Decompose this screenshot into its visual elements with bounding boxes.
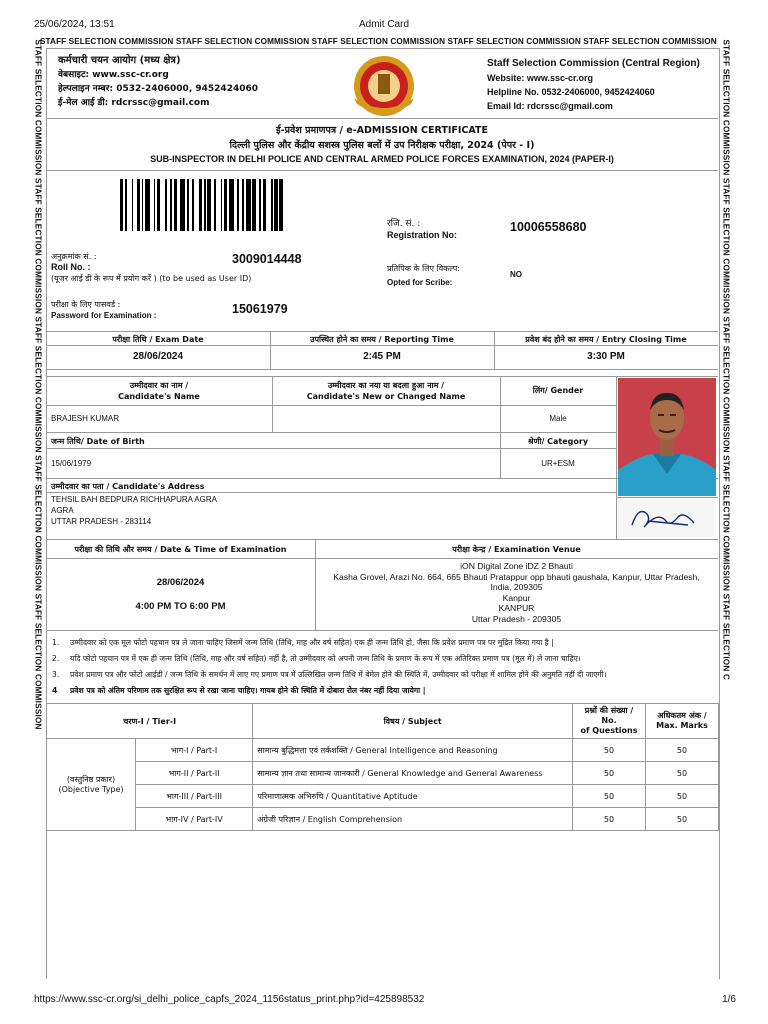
objective-type [47, 739, 136, 831]
exam-venue-header: परीक्षा केन्द्र / Examination Venue [452, 545, 581, 554]
exam-date-value: 28/06/2024 [132, 351, 184, 362]
part-label: भाग-II / Part-II [136, 762, 253, 785]
table-row [47, 762, 719, 785]
title-line-2: दिल्ली पुलिस और केंद्रीय सशस्त्र पुलिस बलों में उप निरीक्षक परीक्षा, 2024 (पेपर - I) [229, 140, 535, 151]
instruction-number: 4 [52, 686, 58, 695]
org-name-hindi: कर्मचारी चयन आयोग (मध्य क्षेत्र) [58, 55, 181, 66]
print-page-number: 1/6 [722, 994, 736, 1005]
venue-line-2: Kasha Grovel, Arazi No. 664, 665 Bhauti Pratappur opp bhauti gaushala, Kanpur, Uttar Pradesh, [333, 571, 700, 582]
instruction-text: उम्मीदवार को एक मूल फोटो पहचान पत्र ले जाना चाहिए जिसमें जन्म तिथि (तिथि, माह और वर्ष सहित) एक ही जन्म तिथि हो, जैसा कि प्रवेश प्रमाण पत्र पर मुद्रित किया गया है | [70, 638, 554, 647]
roll-label-hindi: अनुक्रमांक सं. : [51, 252, 97, 261]
new-name-header-english: Candidate's New or Changed Name [306, 392, 466, 401]
part-label: भाग-III / Part-III [136, 785, 253, 808]
subject-header: विषय / Subject [253, 704, 573, 739]
subject-name: परिमाणात्मक अभिरुचि / Quantitative Aptitude [253, 785, 573, 808]
instruction-number: 1. [52, 638, 60, 647]
entry-closing-header: प्रवेश बंद होने का समय / Entry Closing Time [525, 335, 687, 344]
title-line-3: SUB-INSPECTOR IN DELHI POLICE AND CENTRAL ARMED POLICE FORCES EXAMINATION, 2024 (PAPER-I) [150, 154, 614, 164]
instructions-list [52, 635, 712, 699]
instruction-text: यदि फोटो पहचान पत्र में एक ही जन्म तिथि (तिथि, माह और वर्ष सहित) नहीं है, तो उम्मीदवार को अपनी जन्म तिथि के प्रमाण के रूप में एक अतिरिक्त प्रमाण पत्र (मूल में) ले जाना चाहिए। [70, 654, 581, 663]
reporting-time-value: 2:45 PM [363, 351, 401, 362]
subject-name: सामान्य बुद्धिमत्ता एवं तर्कशक्ति / General Intelligence and Reasoning [253, 739, 573, 762]
name-header [46, 380, 272, 402]
new-name-header-hindi: उम्मीदवार का नया या बदला हुआ नाम / [327, 381, 445, 390]
objective-type-hindi: (वस्तुनिष्ठ प्रकार) [66, 774, 116, 784]
venue-line-6: Uttar Pradesh - 209305 [471, 613, 562, 624]
dob-header: जन्म तिथि/ Date of Birth [51, 437, 145, 446]
instruction-text: प्रवेश प्रमाण पत्र और फोटो आईडी / जन्म तिथि के समर्थन में लाए गए प्रमाण पत्र में उल्लिखित जन्म तिथि में बेमेल होने की स्थिति में, उम्मीदवार को परीक्षा में शामिल होने की अनुमति नहीं दी जाएगी। [70, 670, 607, 679]
exam-venue [315, 561, 718, 624]
max-marks-header-1: अधिकतम अंक / [657, 711, 707, 720]
header-left [58, 54, 258, 110]
gender-value: Male [549, 414, 567, 423]
instruction-number: 2. [52, 654, 60, 663]
num-questions: 50 [573, 739, 646, 762]
instruction-text: प्रवेश पत्र को अंतिम परिणाम तक सुरक्षित रूप से रखा जाना चाहिए। गायब होने की स्थिति में दोबारा रोल नंबर नहीं दिया जायेगा | [70, 686, 426, 695]
address-line-1: TEHSIL BAH BEDPURA RICHHAPURA AGRA [51, 495, 217, 504]
website-english: Website: www.ssc-cr.org [487, 73, 594, 83]
table-row [47, 785, 719, 808]
max-marks: 50 [646, 762, 719, 785]
max-marks: 50 [646, 739, 719, 762]
part-label: भाग-I / Part-I [136, 739, 253, 762]
num-questions: 50 [573, 808, 646, 831]
table-row [47, 808, 719, 831]
subject-name: सामान्य ज्ञान तथा सामान्य जानकारी / General Knowledge and General Awareness [253, 762, 573, 785]
category-header: श्रेणी/ Category [527, 437, 589, 446]
table-row [47, 739, 719, 762]
instruction-item [52, 667, 712, 683]
helpline-hindi: हेल्पलाइन नम्बर: 0532-2406000, 9452424060 [58, 84, 258, 94]
address-block [51, 494, 217, 527]
category-value: UR+ESM [541, 459, 575, 468]
email-english: Email Id: rdcrssc@gmail.com [487, 101, 613, 111]
candidate-photo [618, 378, 716, 496]
reporting-time-header: उपस्थित होने का समय / Reporting Time [310, 335, 454, 344]
num-questions-header-2: of Questions [580, 726, 638, 735]
exam-date-header: परीक्षा तिथि / Exam Date [112, 335, 204, 344]
password-label-hindi: परीक्षा के लिए पासवर्ड : [51, 300, 121, 309]
tier-header: चरण-I / Tier-I [47, 704, 253, 739]
watermark-left: STAFF SELECTION COMMISSION STAFF SELECTION COMMISSION STAFF SELECTION COMMISSION STAFF SELECTION COMMISSION STAFF SELECTION COMMISSION [33, 39, 43, 730]
print-url: https://www.ssc-cr.org/si_delhi_police_capfs_2024_1156status_print.php?id=425898532 [34, 994, 425, 1005]
org-name-english: Staff Selection Commission (Central Region) [487, 58, 700, 69]
exam-datetime-header: परीक्षा की तिथि और समय / Date & Time of Examination [74, 545, 287, 554]
title-line-1: ई-प्रवेश प्रमाणपत्र / e-ADMISSION CERTIFICATE [276, 125, 488, 136]
name-header-hindi: उम्मीदवार का नाम / [129, 381, 189, 390]
gender-header: लिंग/ Gender [532, 386, 584, 395]
header-right [487, 57, 700, 113]
print-timestamp: 25/06/2024, 13:51 [34, 19, 115, 30]
password-label-english: Password for Examination : [51, 311, 157, 320]
address-header: उम्मीदवार का पता / Candidate's Address [51, 482, 205, 491]
num-questions: 50 [573, 785, 646, 808]
venue-line-5: KANPUR [498, 603, 535, 613]
email-hindi: ई-मेल आई डी: rdcrssc@gmail.com [58, 98, 210, 108]
reg-label-hindi: रजि. सं. : [387, 219, 421, 229]
ssc-logo [345, 52, 423, 118]
instruction-item [52, 683, 712, 699]
dob-value: 15/06/1979 [51, 459, 92, 468]
max-marks: 50 [646, 785, 719, 808]
name-header-english: Candidate's Name [118, 392, 200, 401]
watermark-top: STAFF SELECTION COMMISSION STAFF SELECTION COMMISSION STAFF SELECTION COMMISSION STAFF SELECTION COMMISSION STAFF SELECTION COMMISSION [40, 37, 717, 46]
print-title: Admit Card [358, 19, 409, 30]
scribe-label-english: Opted for Scribe: [387, 278, 453, 287]
num-questions-header-1: प्रश्नों की संख्या / No. [584, 706, 634, 725]
helpline-english: Helpline No. 0532-2406000, 9452424060 [487, 87, 655, 97]
roll-number: 3009014448 [232, 252, 302, 266]
candidate-name: BRAJESH KUMAR [51, 414, 120, 423]
registration-number: 10006558680 [510, 220, 587, 234]
roll-label-english: Roll No. : [51, 262, 91, 272]
password-value: 15061979 [232, 302, 288, 316]
new-name-header [272, 380, 500, 402]
exam-time: 4:00 PM TO 6:00 PM [135, 601, 226, 612]
venue-line-1: iON Digital Zone iDZ 2 Bhauti [460, 561, 573, 571]
max-marks: 50 [646, 808, 719, 831]
roll-note: (यूजर आई डी के रूप में प्रयोग करें ) (to be used as User ID) [51, 274, 252, 283]
max-marks-header [646, 704, 719, 739]
instruction-item [52, 651, 712, 667]
barcode-bar [283, 179, 288, 231]
instruction-number: 3. [52, 670, 60, 679]
exam-date: 28/06/2024 [156, 577, 205, 588]
scribe-label-hindi: प्रतिपिक के लिए विकल्प: [387, 264, 460, 273]
subjects-table [46, 703, 719, 831]
max-marks-header-2: Max. Marks [656, 721, 708, 730]
part-label: भाग-IV / Part-IV [136, 808, 253, 831]
venue-line-3: India, 209305 [490, 582, 543, 592]
reg-label-english: Registration No: [387, 230, 458, 240]
watermark-right: STAFF SELECTION COMMISSION STAFF SELECTION COMMISSION STAFF SELECTION COMMISSION STAFF SELECTION COMMISSION STAFF SELECTION C [721, 39, 731, 681]
scribe-value: NO [510, 270, 522, 279]
num-questions: 50 [573, 762, 646, 785]
objective-type-english: (Objective Type) [58, 784, 124, 794]
candidate-signature [618, 499, 716, 537]
num-questions-header [573, 704, 646, 739]
address-line-2: AGRA [51, 506, 74, 515]
instruction-item [52, 635, 712, 651]
venue-line-4: Kanpur [502, 592, 531, 603]
entry-closing-value: 3:30 PM [587, 351, 625, 362]
address-line-3: UTTAR PRADESH - 283114 [51, 517, 152, 526]
barcode [120, 179, 288, 231]
website-hindi: वेबसाइट: www.ssc-cr.org [58, 70, 169, 80]
subject-name: अंग्रेजी परिज्ञान / English Comprehension [253, 808, 573, 831]
